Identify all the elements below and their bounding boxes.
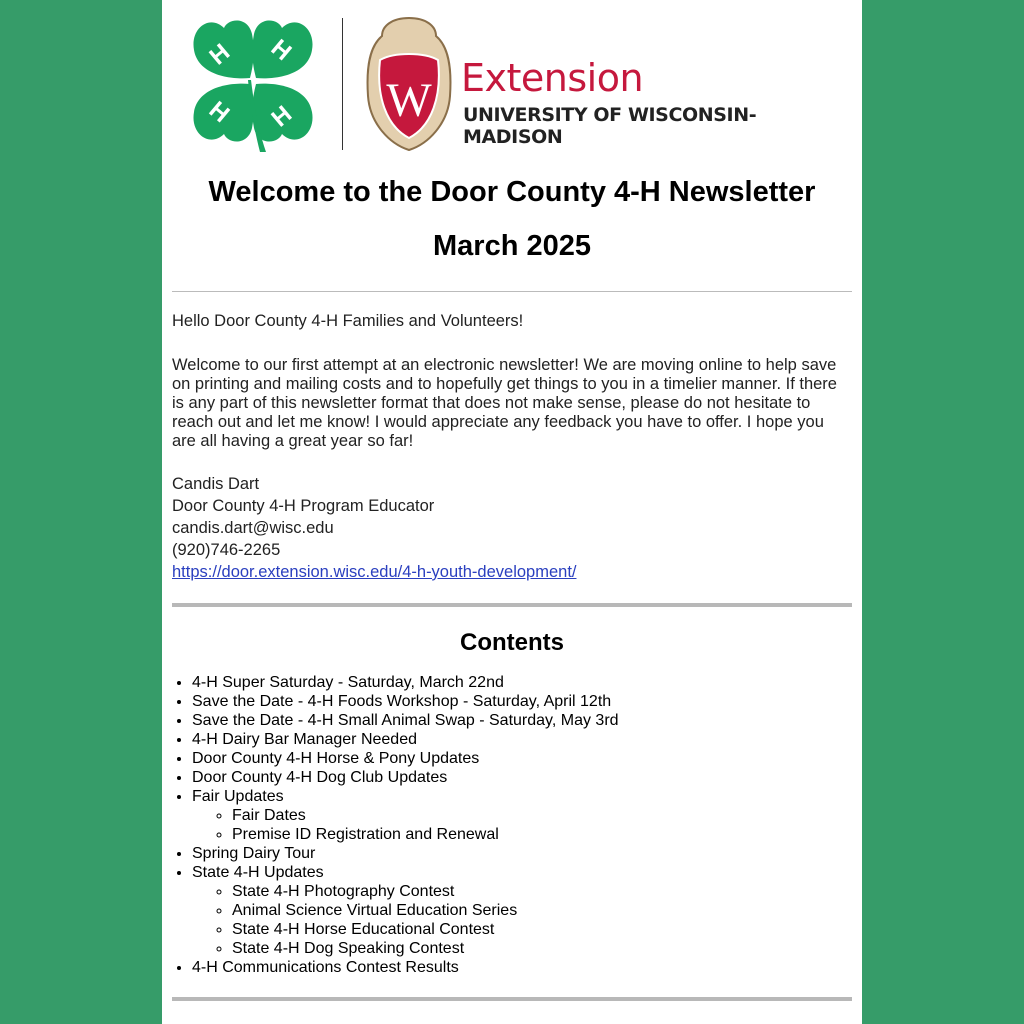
contents-list bbox=[172, 673, 852, 977]
contents-item bbox=[192, 730, 852, 749]
newsletter-title: Welcome to the Door County 4-H Newsletter bbox=[208, 176, 816, 208]
signature-name: Candis Dart bbox=[172, 475, 260, 493]
contents-subitem: ◦ State 4-H Photography Contest bbox=[232, 882, 852, 901]
contents-subitem: ◦ Fair Dates bbox=[232, 806, 852, 825]
contents-item bbox=[192, 673, 852, 692]
contents-heading: Contents bbox=[460, 629, 564, 656]
contents-item bbox=[192, 844, 852, 863]
signature-phone: (920)746-2265 bbox=[172, 541, 281, 559]
4h-clover-logo bbox=[188, 14, 318, 154]
contents-item-label: 4-H Communications Contest Results bbox=[192, 959, 459, 976]
contents-subitem: ◦ Animal Science Virtual Education Series bbox=[232, 901, 852, 920]
signature bbox=[172, 473, 852, 583]
contents-item-label: Spring Dairy Tour bbox=[192, 845, 316, 862]
contents-item-label: 4-H Super Saturday - Saturday, March 22nd bbox=[192, 674, 504, 691]
svg-text:H: H bbox=[203, 96, 235, 129]
section-divider bbox=[172, 997, 852, 1001]
contents-item-label: State 4-H Updates bbox=[192, 864, 324, 881]
divider bbox=[172, 291, 852, 292]
uw-crest-logo bbox=[366, 16, 452, 152]
contents-item bbox=[192, 711, 852, 730]
contents-item bbox=[192, 749, 852, 768]
contents-subitem: ◦ State 4-H Horse Educational Contest bbox=[232, 920, 852, 939]
svg-text:W: W bbox=[386, 74, 432, 127]
greeting: Hello Door County 4-H Families and Volunteers! bbox=[172, 312, 524, 330]
svg-text:H: H bbox=[266, 100, 298, 133]
newsletter-date: March 2025 bbox=[433, 230, 591, 262]
contents-item bbox=[192, 958, 852, 977]
contents-item-label: Save the Date - 4-H Foods Workshop - Saturday, April 12th bbox=[192, 693, 612, 710]
intro-body: Welcome to our first attempt at an electronic newsletter! We are moving online to help save on printing and mailing costs and to hopefully get things to you in a timelier manner. If there is any part of this newsletter format that does not make sense, please do not hesitate to reach out and let me know! I would appreciate any feedback you have to offer. I hope you are all having a great year so far! bbox=[172, 356, 837, 450]
contents-item-label: Fair Updates bbox=[192, 788, 284, 805]
contents-item bbox=[192, 863, 852, 958]
extension-website-link[interactable]: https://door.extension.wisc.edu/4-h-youth-development/ bbox=[172, 563, 577, 581]
newsletter-card bbox=[162, 0, 862, 1024]
section-divider bbox=[172, 603, 852, 607]
university-wordmark: UNIVERSITY OF WISCONSIN-MADISON bbox=[463, 104, 757, 148]
contents-subitem: ◦ Premise ID Registration and Renewal bbox=[232, 825, 852, 844]
contents-item-label: Save the Date - 4-H Small Animal Swap - Saturday, May 3rd bbox=[192, 712, 619, 729]
contents-item bbox=[192, 692, 852, 711]
contents-subitem: ◦ State 4-H Dog Speaking Contest bbox=[232, 939, 852, 958]
contents-sublist bbox=[192, 882, 852, 958]
svg-text:H: H bbox=[204, 38, 236, 71]
contents-sublist bbox=[192, 806, 852, 844]
signature-role: Door County 4-H Program Educator bbox=[172, 497, 435, 515]
logo-divider bbox=[342, 18, 343, 150]
svg-text:H: H bbox=[265, 34, 297, 67]
contents-item-label: Door County 4-H Horse & Pony Updates bbox=[192, 750, 480, 767]
signature-email: candis.dart@wisc.edu bbox=[172, 519, 334, 537]
extension-wordmark: Extension bbox=[461, 56, 644, 100]
contents-item bbox=[192, 768, 852, 787]
contents-item-label: Door County 4-H Dog Club Updates bbox=[192, 769, 448, 786]
header-logos bbox=[172, 0, 852, 165]
contents-item-label: 4-H Dairy Bar Manager Needed bbox=[192, 731, 417, 748]
contents-item bbox=[192, 787, 852, 844]
